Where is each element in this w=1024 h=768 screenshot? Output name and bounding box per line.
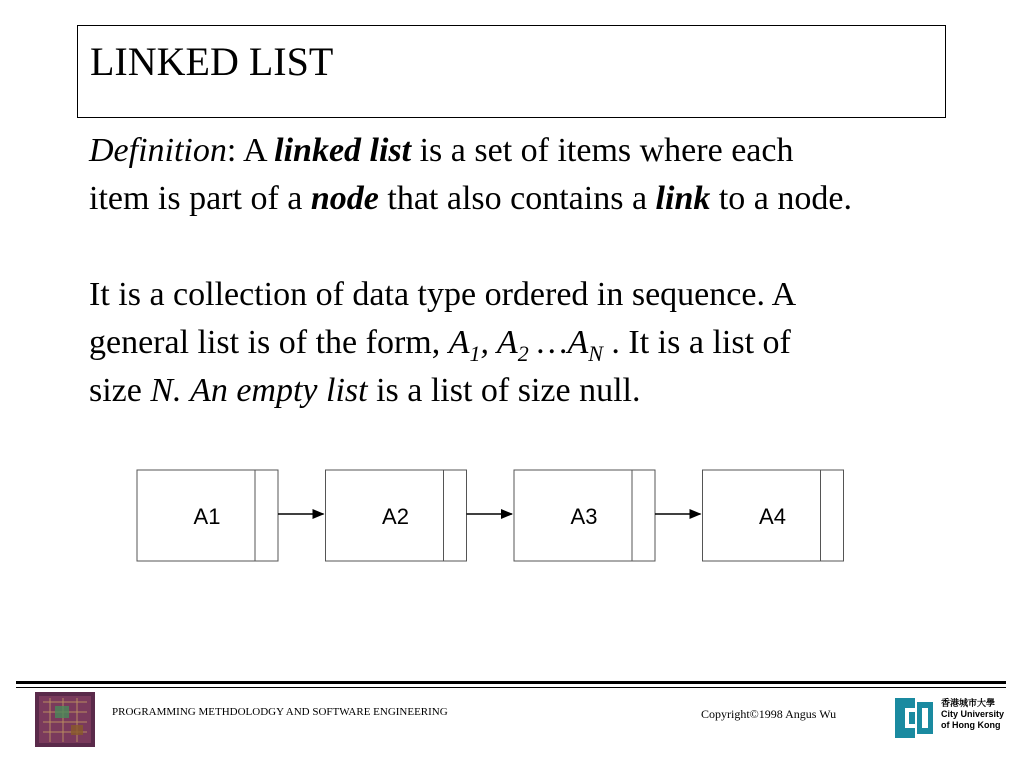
symbol-a1-subscript: 1 — [469, 341, 481, 366]
definition-text-d: to a node. — [710, 180, 852, 217]
nodes-layer — [137, 470, 844, 561]
university-name-line-2: of Hong Kong — [941, 720, 1001, 730]
node-label: A1 — [193, 504, 221, 529]
description-line-2-suffix: . It is a list of — [602, 324, 791, 361]
symbol-comma: , — [480, 324, 497, 361]
university-name-chinese: 香港城市大學 — [941, 698, 996, 708]
symbol-ellipsis: … — [528, 324, 568, 361]
description-line-1: It is a collection of data type ordered in sequence. A — [89, 276, 797, 313]
description-line-2-prefix: general list is of the form, — [89, 324, 449, 361]
symbol-an-subscript: N — [588, 341, 603, 366]
definition-text-a: is a set of items where each — [411, 132, 794, 169]
cityu-logo-icon — [889, 694, 937, 742]
node-label: A3 — [570, 504, 598, 529]
university-name-line-1: City University — [941, 709, 1005, 719]
symbol-a2-subscript: 2 — [517, 341, 529, 366]
term-linked-list: linked list — [274, 132, 412, 169]
definition-colon: : A — [226, 132, 275, 169]
circuit-board-image — [35, 692, 95, 747]
university-name — [941, 698, 1004, 731]
footer-rule-thin — [16, 687, 1006, 688]
definition-text-c: that also contains a — [378, 180, 656, 217]
list-node — [703, 470, 844, 561]
slide-title: LINKED LIST — [90, 39, 334, 84]
list-node — [514, 470, 655, 561]
symbol-a2: A — [496, 324, 518, 361]
term-link: link — [655, 180, 711, 217]
description-line-3-suffix: is a list of size null. — [367, 372, 641, 409]
list-node — [137, 470, 278, 561]
term-node: node — [310, 180, 379, 217]
symbol-an: A — [567, 324, 589, 361]
description-line-3-prefix: size — [89, 372, 151, 409]
footer-rule-thick — [16, 681, 1006, 684]
term-empty-list: An empty list — [190, 372, 368, 409]
symbol-a1: A — [448, 324, 470, 361]
definition-label: Definition — [89, 132, 227, 169]
node-label: A2 — [382, 504, 409, 529]
definition-text-b: item is part of a — [89, 180, 311, 217]
list-node — [326, 470, 467, 561]
node-label: A4 — [759, 504, 786, 529]
footer-course-title: PROGRAMMING METHDOLODGY AND SOFTWARE ENGINEERING — [112, 706, 448, 718]
symbol-size-n: N. — [150, 372, 182, 409]
footer-copyright: Copyright©1998 Angus Wu — [701, 707, 837, 721]
